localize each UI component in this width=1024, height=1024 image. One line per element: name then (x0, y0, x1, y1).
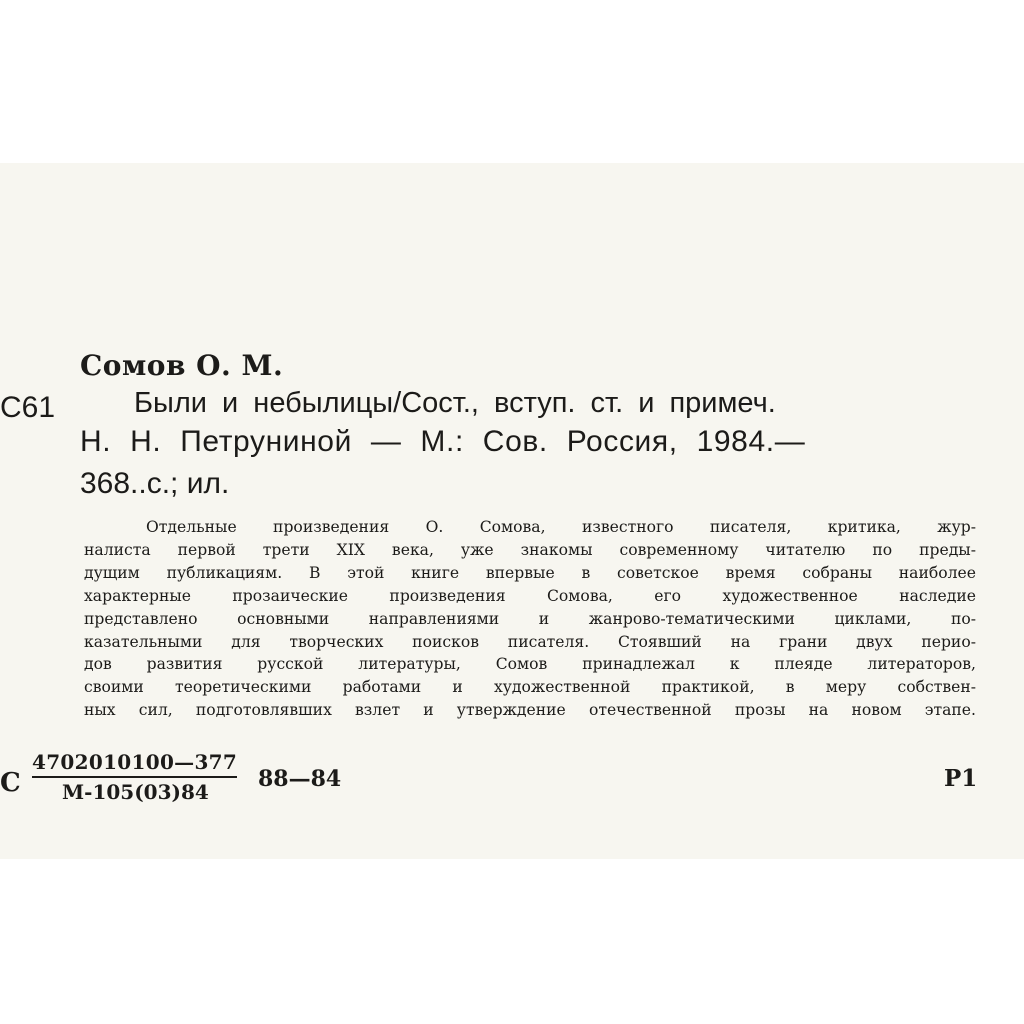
annotation-line: ных сил, подготовлявших взлет и утверждение отечественной прозы на новом этапе. (84, 701, 976, 720)
annotation-line: дущим публикациям. В этой книге впервые в советское время собраны наиболее (84, 563, 976, 582)
annotation-paragraph (84, 516, 976, 722)
classification-code: С61 (0, 391, 56, 424)
annotation-line: Отдельные произведения О. Сомова, известного писателя, критика, жур- (146, 518, 976, 536)
annotation-line: характерные прозаические произведения Сомова, его художественное наследие (84, 586, 976, 605)
imprint-code: 88—84 (258, 766, 342, 792)
title-line-3: 368..с.; ил. (80, 467, 230, 500)
annotation-line: дов развития русской литературы, Сомов принадлежал к плеяде литераторов, (84, 655, 976, 674)
imprint-numerator: 4702010100—377 (32, 750, 237, 778)
bbk-index: Р1 (944, 765, 978, 792)
author-heading: Сомов О. М. (80, 349, 284, 382)
imprint-denominator: М-105(03)84 (62, 780, 209, 804)
title-line-1: Были и небылицы/Сост., вступ. ст. и примеч. (134, 387, 776, 419)
annotation-line: налиста первой трети XIX века, уже знакомы современному читателю по преды- (84, 540, 976, 559)
imprint-letter: С (0, 768, 21, 798)
annotation-line: своими теоретическими работами и художественной практикой, в меру собствен- (84, 678, 976, 697)
imprint-fraction (32, 750, 237, 804)
catalog-card-page (0, 163, 1024, 859)
annotation-line: казательными для творческих поисков писателя. Стоявший на грани двух перио- (84, 632, 976, 651)
title-line-2: Н. Н. Петруниной — М.: Сов. Россия, 1984.— (80, 425, 806, 458)
annotation-line: представлено основными направлениями и жанрово-тематическими циклами, по- (84, 609, 976, 628)
